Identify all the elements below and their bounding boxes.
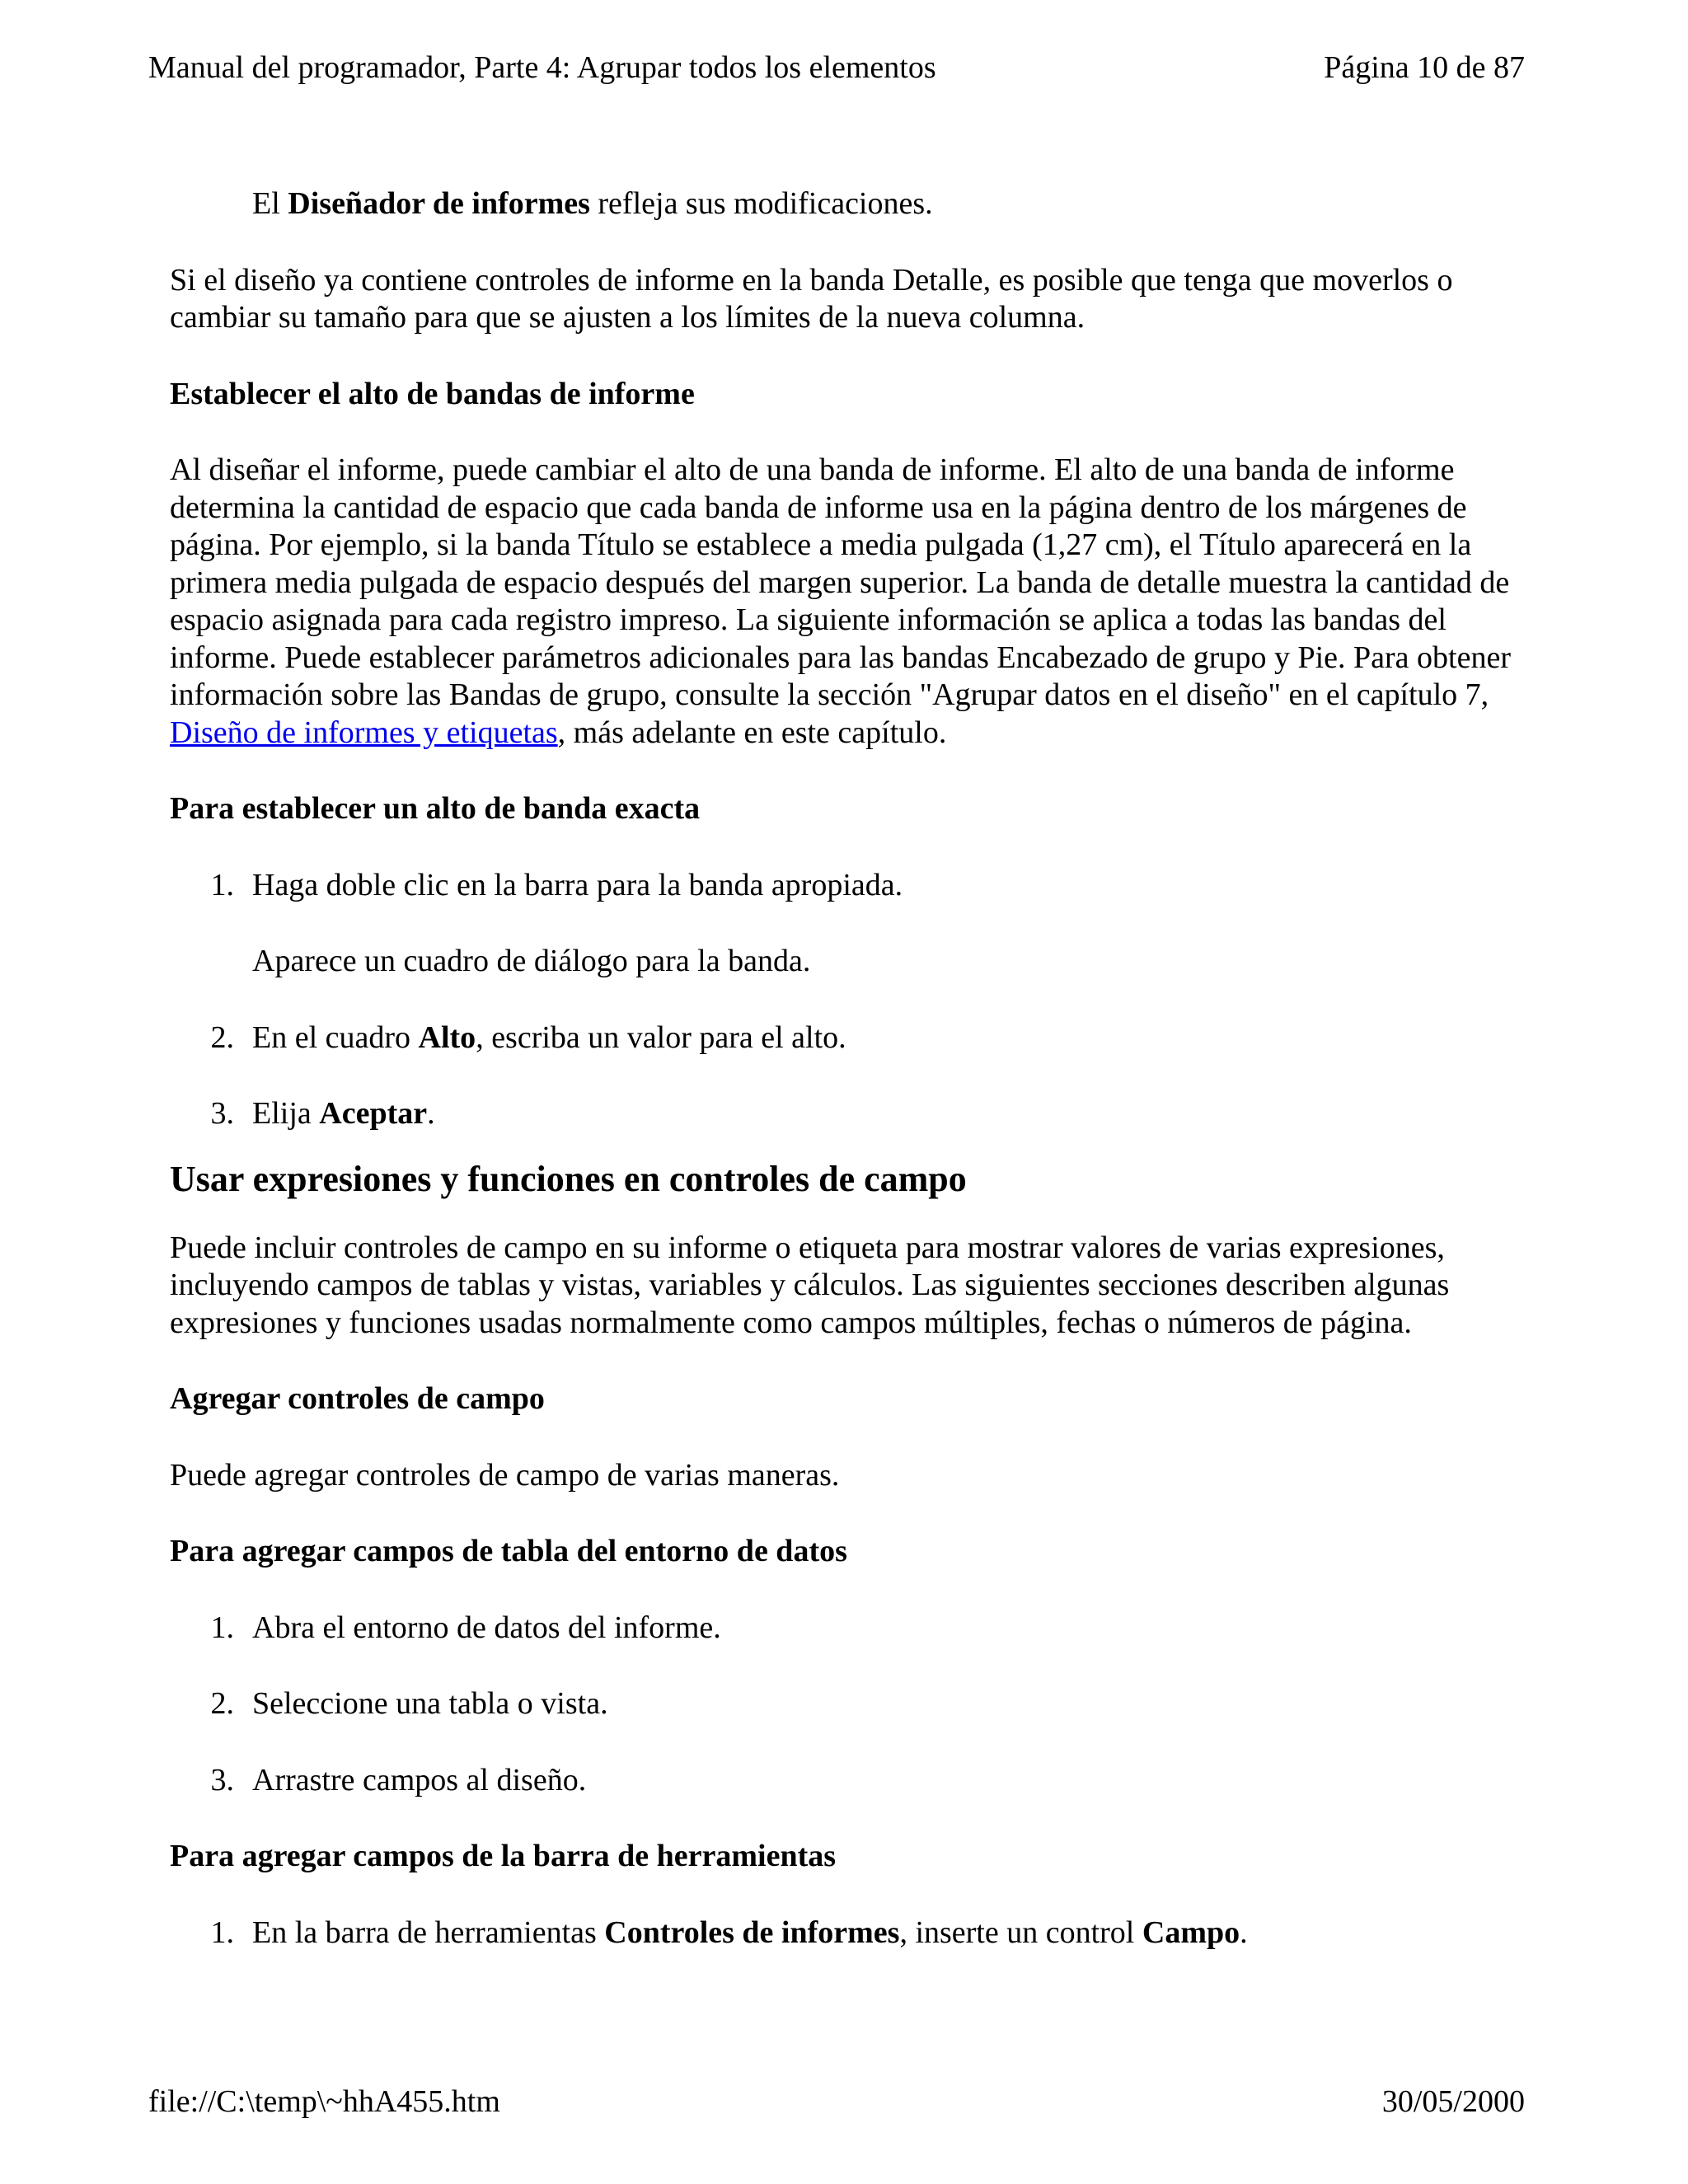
list-number: 3. bbox=[210, 1096, 234, 1131]
list-item: 1. En la barra de herramientas Controles de informes, inserte un control Campo. bbox=[170, 1915, 1530, 1952]
paragraph-band-height: Al diseñar el informe, puede cambiar el alto de una banda de informe. El alto de una banda de informe determina la cantidad de espacio que cada banda de informe usa en la página dentro de los márgenes de página. Por ejemplo, si la banda Título se establece a media pulgada (1,27 cm), el Título aparecerá en la primera media pulgada de espacio después del margen superior. La banda de detalle muestra la cantidad de espacio asignada para cada registro impreso. La siguiente información se aplica a todas las bandas del informe. Puede establecer parámetros adicionales para las bandas Encabezado de grupo y Pie. Para obtener información sobre las Bandas de grupo, consulte la sección "Agrupar datos en el diseño" en el capítulo 7, Diseño de informes y etiquetas, más adelante en este capítulo. bbox=[170, 452, 1511, 750]
document-body bbox=[170, 185, 1530, 1952]
list-number: 2. bbox=[210, 1019, 234, 1055]
list-item: 1. Abra el entorno de datos del informe. bbox=[170, 1610, 1530, 1647]
list-item: 3. Elija Aceptar. bbox=[170, 1095, 1530, 1133]
list-item: 1. Haga doble clic en la barra para la banda apropiada. bbox=[170, 867, 1530, 905]
paragraph-add-field-controls: Puede agregar controles de campo de varias maneras. bbox=[170, 1457, 840, 1493]
document-title: Manual del programador, Parte 4: Agrupar todos los elementos bbox=[148, 50, 936, 85]
list-number: 1. bbox=[210, 1610, 234, 1645]
list-item: 3. Arrastre campos al diseño. bbox=[170, 1762, 1530, 1800]
page-number: Página 10 de 87 bbox=[1324, 50, 1525, 85]
paragraph-expressions: Puede incluir controles de campo en su informe o etiqueta para mostrar valores de varias expresiones, incluyendo campos de tablas y vistas, variables y cálculos. Las siguientes secciones describen algunas expresiones y funciones usadas normalmente como campos múltiples, fechas o números de página. bbox=[170, 1230, 1450, 1340]
heading-add-table-fields: Para agregar campos de tabla del entorno de datos bbox=[170, 1534, 847, 1568]
file-path: file://C:\temp\~hhA455.htm bbox=[148, 2084, 500, 2119]
heading-band-height: Establecer el alto de bandas de informe bbox=[170, 376, 695, 411]
list-number: 1. bbox=[210, 867, 234, 902]
designer-term: Diseñador de informes bbox=[288, 186, 590, 221]
step-note: Aparece un cuadro de diálogo para la banda. bbox=[252, 944, 811, 978]
heading-add-field-controls: Agregar controles de campo bbox=[170, 1381, 545, 1416]
list-item: 2. En el cuadro Alto, escriba un valor para el alto. bbox=[170, 1019, 1530, 1057]
section-heading-expressions: Usar expresiones y funciones en controles de campo bbox=[170, 1158, 967, 1199]
link-report-design-chapter[interactable]: Diseño de informes y etiquetas bbox=[170, 715, 558, 750]
page-footer bbox=[148, 2083, 1525, 2120]
document-date: 30/05/2000 bbox=[1381, 2084, 1525, 2119]
paragraph-designer-note: El Diseñador de informes refleja sus modificaciones. bbox=[252, 186, 933, 221]
list-number: 3. bbox=[210, 1762, 234, 1797]
heading-exact-height: Para establecer un alto de banda exacta bbox=[170, 791, 701, 826]
list-number: 1. bbox=[210, 1915, 234, 1950]
list-number: 2. bbox=[210, 1686, 234, 1721]
heading-add-toolbar-fields: Para agregar campos de la barra de herramientas bbox=[170, 1839, 837, 1873]
page-header bbox=[148, 49, 1525, 86]
list-item: 2. Seleccione una tabla o vista. bbox=[170, 1685, 1530, 1723]
paragraph-detail-band: Si el diseño ya contiene controles de informe en la banda Detalle, es posible que tenga que moverlos o cambiar su tamaño para que se ajusten a los límites de la nueva columna. bbox=[170, 262, 1453, 335]
